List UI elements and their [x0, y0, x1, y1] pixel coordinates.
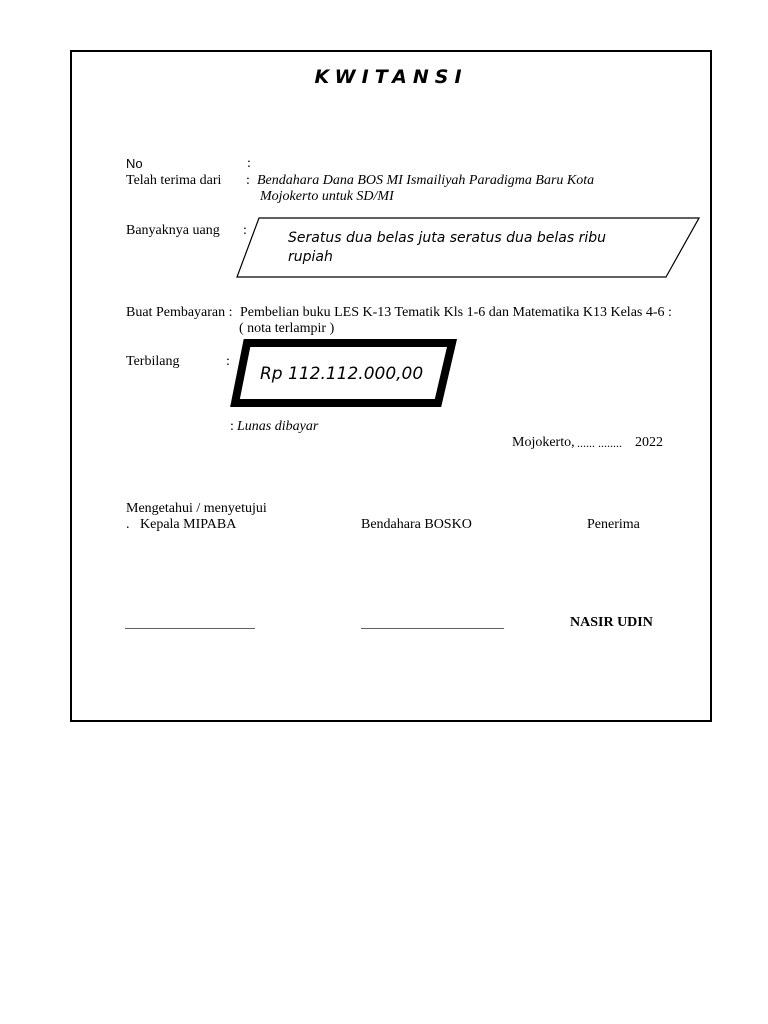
payment-for-line2: ( nota terlampir ): [239, 321, 335, 336]
approve-label: Mengetahui / menyetujui: [126, 501, 267, 516]
amount-figure-label: Terbilang: [126, 354, 180, 369]
received-from-colon: :: [246, 173, 250, 188]
payment-for-label: Buat Pembayaran :: [126, 305, 233, 320]
status-colon: :: [230, 419, 234, 434]
treasurer-signature-line: ______________________: [361, 615, 504, 630]
head-signature-line: ____________________: [125, 615, 255, 630]
receipt-title: KWITANSI: [314, 66, 468, 88]
date-year: 2022: [635, 435, 663, 450]
amount-words-box: [236, 217, 700, 278]
amount-figure-box: [230, 338, 458, 408]
recipient-name: NASIR UDIN: [570, 615, 653, 630]
recipient-label: Penerima: [587, 517, 640, 532]
amount-words-label: Banyaknya uang: [126, 223, 220, 238]
received-from-value-line2: Mojokerto untuk SD/MI: [260, 189, 394, 204]
received-from-label: Telah terima dari: [126, 173, 222, 188]
treasurer-label: Bendahara BOSKO: [361, 517, 472, 532]
amount-words-value: Seratus dua belas juta seratus dua belas ribu rupiah: [288, 230, 606, 265]
head-prefix: .: [126, 517, 130, 532]
no-colon: :: [247, 156, 251, 171]
status-value: Lunas dibayar: [237, 419, 319, 434]
no-label: No: [126, 156, 143, 171]
received-from-value-line1: Bendahara Dana BOS MI Ismailiyah Paradigma Baru Kota: [257, 173, 595, 188]
payment-for-line1: Pembelian buku LES K-13 Tematik Kls 1-6 dan Matematika K13 Kelas 4-6 :: [240, 305, 672, 320]
place-label: Mojokerto,: [512, 435, 575, 450]
head-label: Kepala MIPABA: [140, 517, 237, 532]
amount-figure-colon: :: [226, 354, 230, 369]
amount-words-colon: :: [243, 223, 247, 238]
amount-figure-value: Rp 112.112.000,00: [260, 364, 424, 384]
date-dots: ...... ........: [577, 436, 622, 450]
